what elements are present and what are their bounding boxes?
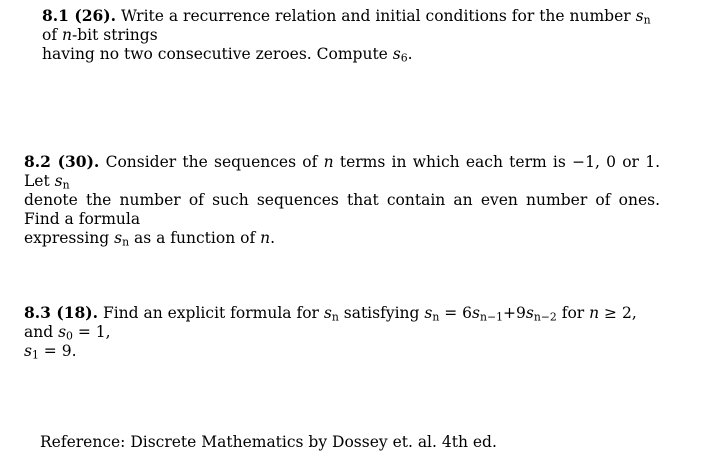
math-var: s <box>635 7 644 25</box>
math-subscript: 0 <box>66 329 73 343</box>
problem-8-1 <box>42 6 662 64</box>
math-subscript: n <box>432 310 440 324</box>
problem-8-2 <box>24 152 660 248</box>
problem-text: +9 <box>502 304 526 322</box>
problem-text: Write a recurrence relation and initial conditions for the number <box>120 7 636 25</box>
math-subscript: 6 <box>400 51 408 65</box>
math-var: s <box>323 304 332 322</box>
math-var: s <box>114 229 123 247</box>
problem-8-3 <box>24 303 660 361</box>
problem-text: as a function of <box>129 229 261 247</box>
math-subscript: n <box>331 310 339 324</box>
math-var: n <box>589 304 600 322</box>
problem-number: 8.1 (26). <box>42 6 116 25</box>
math-subscript: n <box>643 13 651 27</box>
math-subscript: n−1 <box>480 310 503 324</box>
problem-text: denote the number of such sequences that contain an even number of ones. Find a formula <box>24 191 660 228</box>
math-var: n <box>323 153 334 171</box>
problem-text: having no two consecutive zeroes. Compute <box>42 45 393 63</box>
problem-number: 8.2 (30). <box>24 152 100 171</box>
problem-text: . <box>407 45 413 63</box>
math-var: s <box>54 172 63 190</box>
problem-text: = 1, <box>72 323 111 341</box>
math-var: s <box>472 304 480 322</box>
math-subscript: n−2 <box>533 310 557 324</box>
problem-number: 8.3 (18). <box>24 303 98 322</box>
reference-line: Reference: Discrete Mathematics by Dossey et. al. 4th ed. <box>40 433 497 451</box>
problem-text: Find an explicit formula for <box>102 304 324 322</box>
problem-text: terms in which each term is −1, 0 or 1. Let <box>24 153 660 190</box>
problem-text: Consider the sequences of <box>105 153 324 171</box>
math-var: n <box>260 229 271 247</box>
problem-text: = 9. <box>38 342 77 360</box>
math-var: n <box>62 26 72 44</box>
math-var: s <box>392 45 401 63</box>
problem-text: for <box>556 304 590 322</box>
math-subscript: n <box>122 235 130 249</box>
problem-text: of <box>42 26 62 44</box>
math-subscript: 1 <box>31 348 39 362</box>
math-var: s <box>24 342 32 360</box>
problem-text: = 6 <box>439 304 473 322</box>
math-var: s <box>58 323 67 341</box>
problem-text: ≥ 2, and <box>24 304 637 341</box>
math-subscript: n <box>62 178 70 192</box>
math-var: s <box>525 304 534 322</box>
problem-text: expressing <box>24 229 115 247</box>
problem-text: -bit strings <box>71 26 158 44</box>
math-var: s <box>424 304 433 322</box>
problem-text: satisfying <box>338 304 425 322</box>
problem-text: . <box>270 229 276 247</box>
